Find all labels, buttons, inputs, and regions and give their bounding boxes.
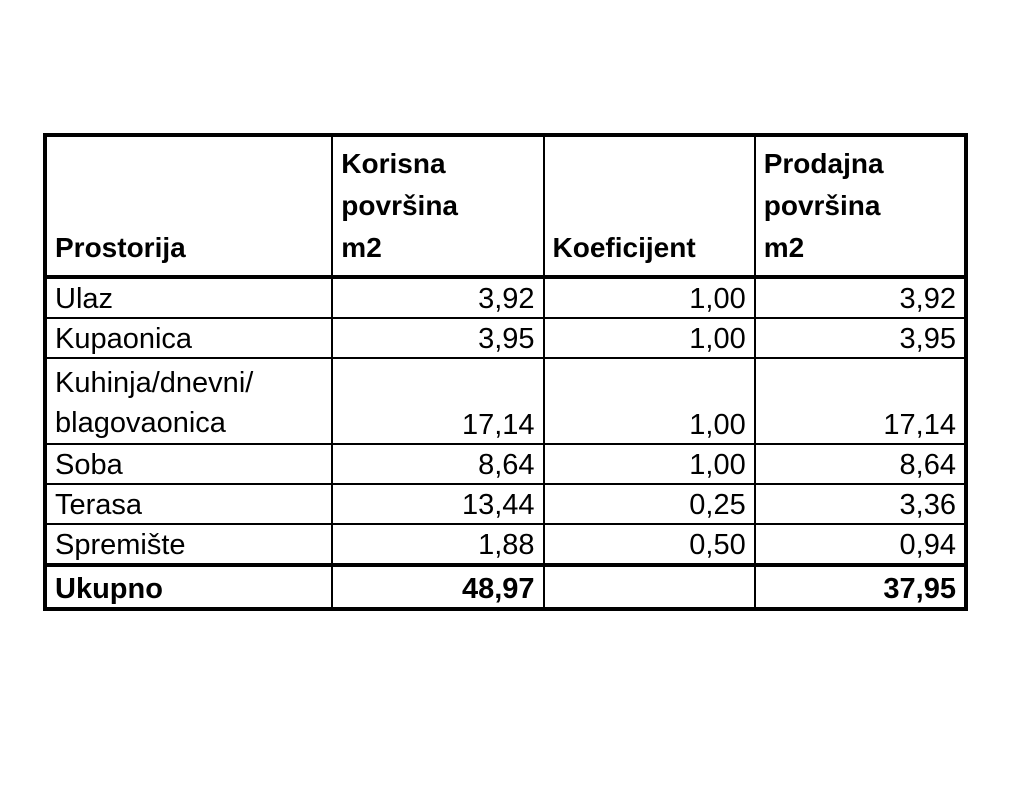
- header-coefficient: [544, 135, 755, 277]
- header-useful-area-line: Korisna: [341, 148, 446, 179]
- coefficient-cell: 1,00: [544, 444, 755, 484]
- header-room: [45, 135, 332, 277]
- room-name: Spremište: [55, 529, 186, 561]
- useful-area-cell: 1,88: [332, 524, 543, 565]
- useful-area-cell: 3,95: [332, 318, 543, 358]
- coefficient-cell: 1,00: [544, 358, 755, 444]
- table-row: [45, 484, 966, 524]
- header-sale-area-line: površina: [763, 190, 881, 221]
- table-row: [45, 277, 966, 318]
- room-name: Ulaz: [55, 283, 114, 315]
- header-sale-area: [755, 135, 966, 277]
- table-row: [45, 524, 966, 565]
- sale-area-cell: 3,95: [755, 318, 966, 358]
- header-room-line: Prostorija: [55, 232, 186, 263]
- sale-area-cell: 0,94: [755, 524, 966, 565]
- header-sale-area-line: Prodajna: [763, 148, 884, 179]
- room-cell: [45, 358, 332, 444]
- room-name: blagovaonica: [55, 407, 226, 439]
- room-name: Kupaonica: [55, 323, 193, 355]
- header-sale-area-line: m2: [763, 232, 805, 263]
- useful-area-cell: 3,92: [332, 277, 543, 318]
- coefficient-cell: 1,00: [544, 277, 755, 318]
- coefficient-cell: 0,50: [544, 524, 755, 565]
- total-sale-area: 37,95: [755, 565, 966, 609]
- table-row: [45, 318, 966, 358]
- total-label: Ukupno: [45, 565, 332, 609]
- room-cell: [45, 444, 332, 484]
- header-useful-area: [332, 135, 543, 277]
- total-useful-area: 48,97: [332, 565, 543, 609]
- coefficient-cell: 1,00: [544, 318, 755, 358]
- sale-area-cell: 17,14: [755, 358, 966, 444]
- total-row: [45, 565, 966, 609]
- table-row: [45, 444, 966, 484]
- header-useful-area-line: površina: [341, 190, 458, 221]
- sale-area-cell: 3,36: [755, 484, 966, 524]
- table-row: [45, 358, 966, 444]
- useful-area-cell: 13,44: [332, 484, 543, 524]
- room-cell: [45, 277, 332, 318]
- total-coefficient: [544, 565, 755, 609]
- room-name: Kuhinja/dnevni/: [55, 367, 254, 399]
- room-area-table: [43, 133, 968, 611]
- room-name: Terasa: [55, 489, 143, 521]
- room-name: Soba: [55, 449, 123, 481]
- useful-area-cell: 17,14: [332, 358, 543, 444]
- useful-area-cell: 8,64: [332, 444, 543, 484]
- sale-area-cell: 3,92: [755, 277, 966, 318]
- header-coefficient-line: Koeficijent: [552, 232, 696, 263]
- header-useful-area-line: m2: [341, 232, 382, 263]
- header-row: [45, 135, 966, 277]
- room-cell: [45, 524, 332, 565]
- sale-area-cell: 8,64: [755, 444, 966, 484]
- room-cell: [45, 318, 332, 358]
- coefficient-cell: 0,25: [544, 484, 755, 524]
- room-cell: [45, 484, 332, 524]
